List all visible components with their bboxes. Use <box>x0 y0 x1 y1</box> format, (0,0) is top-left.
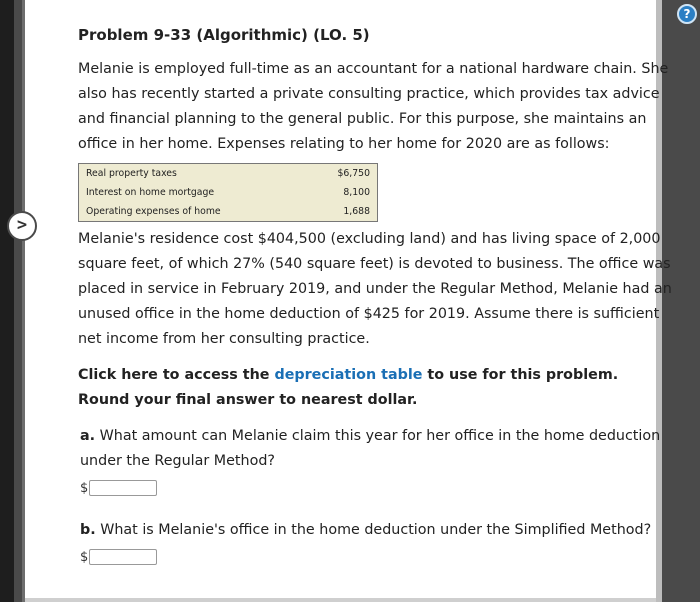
answer-b-row <box>78 546 674 568</box>
problem-intro: Melanie is employed full-time as an accountant for a national hardware chain. She also has recently started a private consulting practice, which provides tax advice and financial planning to the general public. For this purpose, she maintains an office in her home. Expenses relating to her home for 2020 are as follows: <box>78 61 669 152</box>
table-row <box>79 183 378 202</box>
question-b <box>78 518 674 543</box>
page-bottom-edge <box>25 598 656 602</box>
dollar-sign: $ <box>80 480 89 496</box>
expense-amount: 1,688 <box>343 206 370 217</box>
table-row <box>79 164 378 184</box>
problem-details: Melanie's residence cost $404,500 (excluding land) and has living space of 2,000 square feet, of which 27% (540 square feet) is devoted to business. The office was placed in service in February 2019, and under the Regular Method, Melanie had an unused office in the home deduction of $425 for 2019. Assume there is sufficient net income from her consulting practice. <box>78 231 672 347</box>
expense-label: Interest on home mortgage <box>86 187 215 198</box>
question-a <box>78 424 674 474</box>
table-row <box>79 202 378 222</box>
question-b-text: What is Melanie's office in the home deduction under the Simplified Method? <box>95 522 652 538</box>
answer-a-row <box>78 477 674 499</box>
answer-a-input[interactable] <box>89 480 157 496</box>
answer-b-input[interactable] <box>89 549 157 565</box>
expense-label: Real property taxes <box>86 168 177 179</box>
question-b-letter: b. <box>80 522 96 538</box>
instruction-suffix: to use for this problem. Round your final answer to nearest dollar. <box>78 367 619 408</box>
instruction-text <box>78 363 674 413</box>
expense-amount: $6,750 <box>337 168 370 179</box>
question-a-letter: a. <box>80 428 96 444</box>
left-dark-bar <box>0 0 14 602</box>
problem-page <box>22 0 672 602</box>
problem-content <box>78 24 674 568</box>
problem-title: Problem 9-33 (Algorithmic) (LO. 5) <box>78 26 370 44</box>
expense-table <box>78 163 378 222</box>
instruction-prefix: Click here to access the <box>78 367 275 383</box>
expense-label: Operating expenses of home <box>86 206 221 217</box>
help-icon[interactable]: ? <box>677 4 697 24</box>
depreciation-table-link[interactable]: depreciation table <box>274 367 423 383</box>
dollar-sign: $ <box>80 549 89 565</box>
expense-amount: 8,100 <box>343 187 370 198</box>
question-a-text: What amount can Melanie claim this year for her office in the home deduction under the Regular Method? <box>80 428 661 469</box>
next-arrow-button[interactable]: > <box>7 211 37 241</box>
